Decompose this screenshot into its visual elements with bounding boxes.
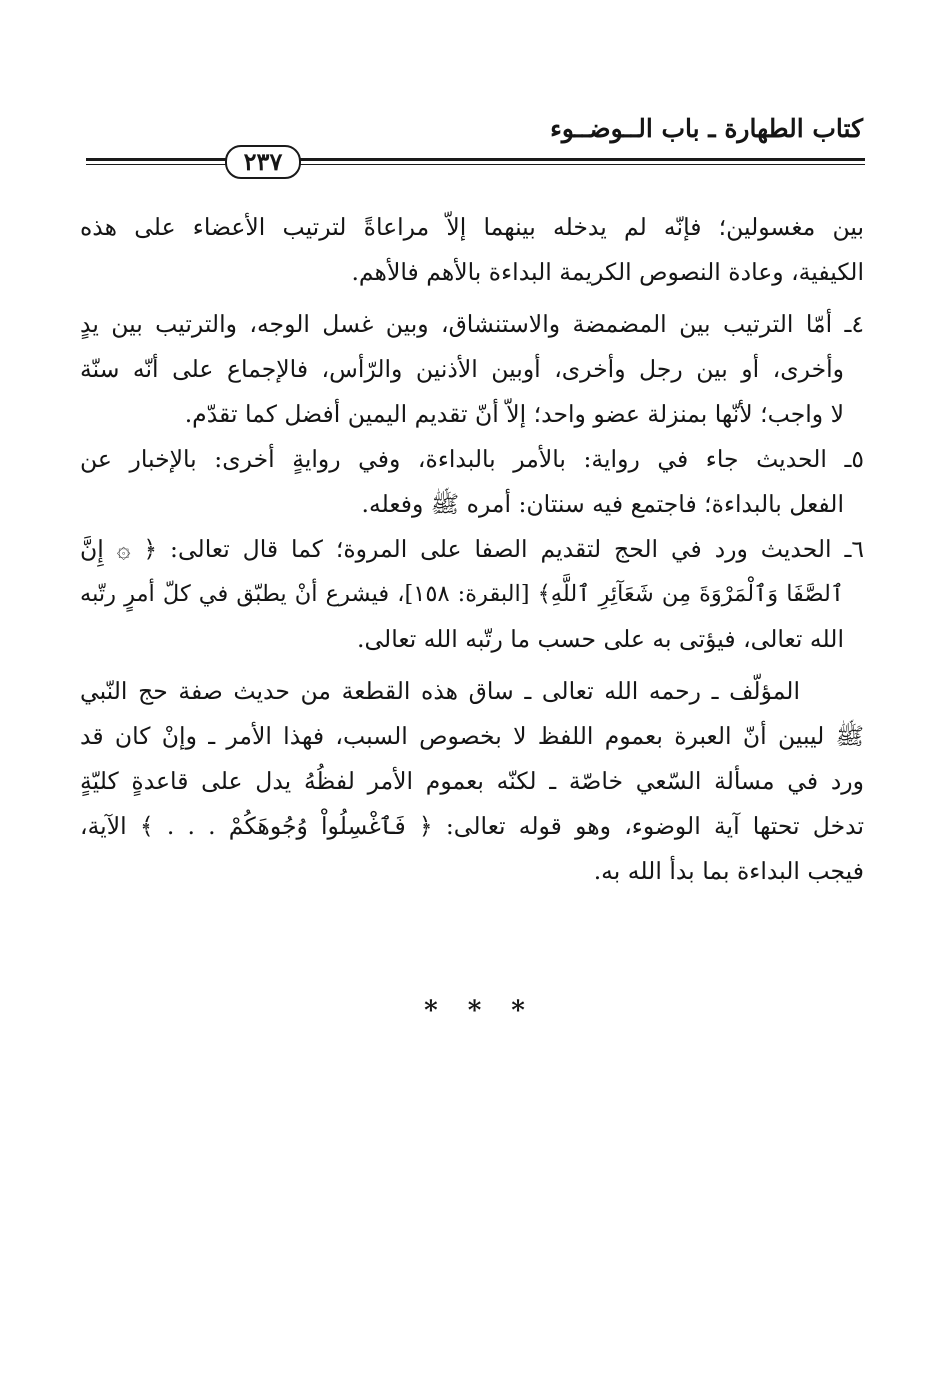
text-line: الله تعالى، فيؤتى به على حسب ما رتّبه الله تعالى. xyxy=(356,625,844,653)
text-line: الفعل بالبداءة؛ فاجتمع فيه سنتان: أمره ﷺ وفعله. xyxy=(361,490,844,518)
text-line: ٱلصَّفَا وَٱلْمَرْوَةَ مِن شَعَآئِرِ ٱللَّهِ﴾ [البقرة: ١٥٨]، فيشرع أنْ يطبّق في كلّ أمرٍ رتّبه xyxy=(80,581,844,607)
body-text xyxy=(80,205,864,894)
running-head: كتاب الطهارة ـ باب الــوضــوء xyxy=(550,114,863,143)
text-line: فيجب البداءة بما بدأ الله به. xyxy=(593,857,864,885)
text-line: لا واجب؛ لأنّها بمنزلة عضو واحد؛ إلاّ أنّ تقديم اليمين أفضل كما تقدّم. xyxy=(184,400,844,428)
header-rule-left-thin xyxy=(86,164,226,165)
section-separator: *** xyxy=(424,996,555,1026)
text-line: وأخرى، أو بين رجل وأخرى، أوبين الأذنين والرّأس، فالإجماع على أنّه سنّة xyxy=(80,355,844,383)
text-line: ﷺ ليبين أنّ العبرة بعموم اللفظ لا بخصوص السبب، فهذا الأمر ـ وإنْ كان قد xyxy=(80,722,864,750)
text-line: ٥ـ الحديث جاء في رواية: بالأمر بالبداءة، وفي روايةٍ أخرى: بالإخبار عن xyxy=(80,445,864,473)
text-line: ٦ـ الحديث ورد في الحج لتقديم الصفا على المروة؛ كما قال تعالى: ﴿ ۞ إِنَّ xyxy=(80,535,864,563)
header-rule-right-thin xyxy=(297,164,865,165)
page-number: ٢٣٧ xyxy=(225,145,301,179)
text-line: بين مغسولين؛ فإنّه لم يدخله بينهما إلاّ مراعاةً لترتيب الأعضاء على هذه xyxy=(80,213,864,241)
text-line: تدخل تحتها آية الوضوء، وهو قوله تعالى: ﴿ فَٱغْسِلُواْ وُجُوهَكُمْ . . . ﴾ الآية، xyxy=(80,812,864,840)
text-line: ورد في مسألة السّعي خاصّة ـ لكنّه بعموم الأمر لفظُهُ يدل على قاعدةٍ كليّةٍ xyxy=(80,767,864,795)
text-line: الكيفية، وعادة النصوص الكريمة البداءة بالأهم فالأهم. xyxy=(351,258,864,286)
text-line: المؤلّف ـ رحمه الله تعالى ـ ساق هذه القطعة من حديث صفة حج النّبي xyxy=(80,677,800,705)
header-rule-right xyxy=(297,158,865,161)
text-line: ٤ـ أمّا الترتيب بين المضمضة والاستنشاق، وبين غسل الوجه، والترتيب بين يدٍ xyxy=(80,310,864,338)
header-rule-left xyxy=(86,158,226,161)
